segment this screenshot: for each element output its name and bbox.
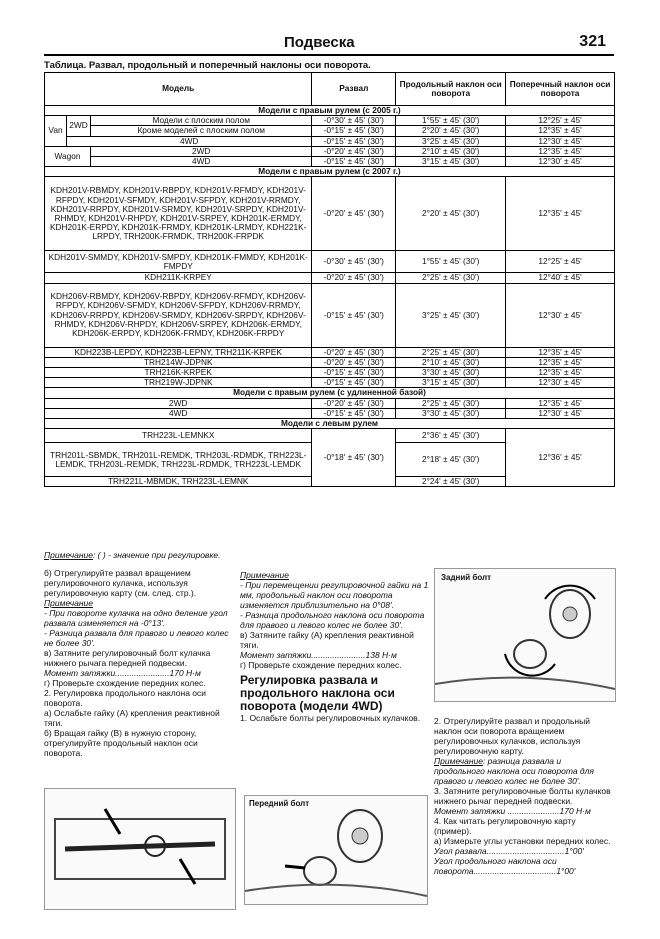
model-cell: 4WD — [90, 157, 311, 167]
section-row — [45, 419, 615, 429]
caster-cell: 3°30' ± 45' (30') — [396, 368, 506, 378]
paragraph: а) Ослабьте гайку (А) крепления реактивной тяги. — [44, 708, 220, 728]
kpi-cell: 12°30' ± 45' — [506, 157, 615, 167]
table-row — [45, 146, 615, 156]
table-row — [45, 283, 615, 347]
caster-cell: 3°30' ± 45' (30') — [396, 408, 506, 418]
kpi-cell: 12°35' ± 45' — [506, 368, 615, 378]
kpi-cell: 12°25' ± 45' — [506, 251, 615, 273]
paragraph: 1. Ослабьте болты регулировочных кулачков. — [240, 713, 421, 723]
rear-bolt-illustration — [435, 569, 615, 701]
caster-cell: 2°25' ± 45' (30') — [396, 273, 506, 283]
model-cell: KDH206V-RBMDY, KDH206V-RBPDY, KDH206V-RFMDY, KDH206V-RFPDY, KDH206V-SFMDY, KDH206V-SFPDY, KDH206V-RRMDY, KDH206V-RRPDY, KDH206V-SRMDY, KDH206V-SRPDY, KDH206V-RHMDY, KDH206V-RHPDY, KDH206V-SRPEY, KDH206K-ERMDY, KDH206K-ERPDY, KDH206K-FRMDY, KDH206K-FRPDY — [45, 283, 312, 347]
camber-cell: -0°15' ± 45' (30') — [312, 378, 396, 388]
camber-cell: -0°20' ± 45' (30') — [312, 398, 396, 408]
table-note — [44, 550, 220, 560]
table-row — [45, 408, 615, 418]
caster-cell: 2°10' ± 45' (30') — [396, 146, 506, 156]
table-row — [45, 378, 615, 388]
camber-cell: -0°18' ± 45' (30') — [312, 429, 396, 487]
note-label: Примечание — [44, 598, 93, 608]
model-cell: Модели с плоским полом — [90, 116, 311, 126]
model-cell: TRH219W-JDPNK — [45, 378, 312, 388]
drive-cell: 2WD — [66, 116, 90, 136]
camber-cell: -0°20' ± 45' (30') — [312, 357, 396, 367]
camber-cell: -0°20' ± 45' (30') — [312, 177, 396, 251]
kpi-cell: 12°30' ± 45' — [506, 283, 615, 347]
camber-cell: -0°15' ± 45' (30') — [312, 408, 396, 418]
table-row — [45, 136, 615, 146]
camber-cell: -0°15' ± 45' (30') — [312, 283, 396, 347]
caster-cell: 2°10' ± 45' (30') — [396, 357, 506, 367]
paragraph: в) Затяните гайку (А) крепления реактивной тяги. — [240, 630, 414, 650]
kpi-cell: 12°35' ± 45' — [506, 146, 615, 156]
caster-cell: 2°20' ± 45' (30') — [396, 126, 506, 136]
kpi-cell: 12°30' ± 45' — [506, 378, 615, 388]
rod-illustration — [45, 789, 235, 909]
camber-cell: -0°20' ± 45' (30') — [312, 347, 396, 357]
section-title: Модели с левым рулем — [45, 419, 615, 429]
column-header: Модель — [45, 73, 312, 106]
caster-cell: 2°25' ± 45' (30') — [396, 398, 506, 408]
section-title: Модели с правым рулем (с 2005 г.) — [45, 106, 615, 116]
figure-label: Задний болт — [441, 573, 492, 582]
figure-rod-adjustment — [44, 788, 236, 910]
caster-cell: 2°25' ± 45' (30') — [396, 347, 506, 357]
model-cell: KDH211K-KRPEY — [45, 273, 312, 283]
table-row — [45, 251, 615, 273]
caster-cell: 2°20' ± 45' (30') — [396, 177, 506, 251]
paragraph: 2. Регулировка продольного наклона оси поворота. — [44, 688, 207, 708]
table-row — [45, 157, 615, 167]
table-row — [45, 368, 615, 378]
table-row — [45, 126, 615, 136]
table-row — [45, 398, 615, 408]
kpi-cell: 12°30' ± 45' — [506, 408, 615, 418]
caster-cell: 3°15' ± 45' (30') — [396, 378, 506, 388]
table-caption: Таблица. Развал, продольный и поперечный наклоны оси поворота. — [44, 60, 371, 71]
table-row — [45, 177, 615, 251]
paragraph: г) Проверьте схождение передних колес. — [44, 678, 206, 688]
column-header: Развал — [312, 73, 396, 106]
section-row — [45, 167, 615, 177]
note-line: - При повороте кулачка на одно деление угол развала изменяется на -0°13'. — [44, 608, 228, 628]
figure-rear-bolt — [434, 568, 616, 702]
text-column-1 — [44, 568, 234, 758]
note-label: Примечание — [434, 756, 483, 766]
kpi-cell: 12°35' ± 45' — [506, 347, 615, 357]
camber-cell: -0°20' ± 45' (30') — [312, 146, 396, 156]
text-column-3 — [434, 716, 614, 876]
figure-label: Передний болт — [249, 799, 310, 808]
paragraph: б) Отрегулируйте развал вращением регулировочного кулачка, используя регулировочную карту (см. след. стр.). — [44, 568, 197, 598]
kpi-cell: 12°35' ± 45' — [506, 126, 615, 136]
camber-cell: -0°15' ± 45' (30') — [312, 126, 396, 136]
column-header: Поперечный наклон оси поворота — [506, 73, 615, 106]
table-row — [45, 357, 615, 367]
note-label: Примечание — [44, 550, 93, 560]
model-cell: 4WD — [45, 408, 312, 418]
body-type-cell: Wagon — [45, 146, 91, 166]
model-cell: KDH201V-SMMDY, KDH201V-SMPDY, KDH201K-FMMDY, KDH201K-FMPDY — [45, 251, 312, 273]
torque-spec: Момент затяжки.......................170 Н·м — [44, 668, 201, 678]
paragraph: 3. Затяните регулировочные болты кулачков нижнего рычаг передней подвески. — [434, 786, 611, 806]
page-number: 321 — [579, 33, 606, 50]
section-heading: Регулировка развала и продольного наклона оси поворота (модели 4WD) — [240, 673, 395, 713]
text-column-2 — [240, 570, 430, 723]
table-row — [45, 347, 615, 357]
kpi-cell: 12°35' ± 45' — [506, 177, 615, 251]
caster-cell: 1°55' ± 45' (30') — [396, 116, 506, 126]
model-cell: KDH223B-LEPDY, KDH223B-LEPNY, TRH211K-KRPEK — [45, 347, 312, 357]
caster-cell: 1°55' ± 45' (30') — [396, 251, 506, 273]
camber-cell: -0°30' ± 45' (30') — [312, 116, 396, 126]
model-cell: 4WD — [66, 136, 311, 146]
value-line: Угол развала.................................1°00' — [434, 846, 584, 856]
kpi-cell: 12°40' ± 45' — [506, 273, 615, 283]
paragraph: а) Измерьте углы установки передних колес. — [434, 836, 611, 846]
kpi-cell: 12°35' ± 45' — [506, 357, 615, 367]
model-cell: 2WD — [45, 398, 312, 408]
caster-cell: 2°18' ± 45' (30') — [396, 443, 506, 477]
model-cell: 2WD — [90, 146, 311, 156]
camber-cell: -0°20' ± 45' (30') — [312, 273, 396, 283]
section-row — [45, 388, 615, 398]
camber-cell: -0°15' ± 45' (30') — [312, 368, 396, 378]
kpi-cell: 12°30' ± 45' — [506, 136, 615, 146]
camber-cell: -0°15' ± 45' (30') — [312, 157, 396, 167]
kpi-cell: 12°25' ± 45' — [506, 116, 615, 126]
figure-front-bolt — [244, 795, 428, 905]
table-row — [45, 273, 615, 283]
model-cell: TRH223L-LEMNKX — [45, 429, 312, 443]
table-row — [45, 116, 615, 126]
section-title: Модели с правым рулем (с 2007 г.) — [45, 167, 615, 177]
caster-cell: 3°15' ± 45' (30') — [396, 157, 506, 167]
alignment-table — [44, 72, 615, 487]
caster-cell: 3°25' ± 45' (30') — [396, 136, 506, 146]
table-header-row — [45, 73, 615, 106]
model-cell: TRH214W-JDPNK — [45, 357, 312, 367]
paragraph: 4. Как читать регулировочную карту (пример). — [434, 816, 576, 836]
note-label: Примечание — [240, 570, 289, 580]
caster-cell: 2°36' ± 45' (30') — [396, 429, 506, 443]
body-type-cell: Van — [45, 116, 67, 147]
kpi-cell: 12°36' ± 45' — [506, 429, 615, 487]
model-cell: TRH201L-SBMDK, TRH201L-REMDK, TRH203L-RDMDK, TRH223L-LEMDK, TRH203L-REMDK, TRH223L-RDMDK, TRH223L-LEMDK — [45, 443, 312, 477]
camber-cell: -0°30' ± 45' (30') — [312, 251, 396, 273]
note-paragraph — [434, 756, 614, 786]
paragraph: г) Проверьте схождение передних колес. — [240, 660, 402, 670]
camber-cell: -0°15' ± 45' (30') — [312, 136, 396, 146]
paragraph: 2. Отрегулируйте развал и продольный наклон оси поворота вращением регулировочных кулачков, используя регулировочную карту. — [434, 716, 590, 756]
note-text: : ( ) - значение при регулировке. — [92, 550, 221, 560]
table-row — [45, 429, 615, 443]
model-cell: KDH201V-RBMDY, KDH201V-RBPDY, KDH201V-RFMDY, KDH201V-RFPDY, KDH201V-SFMDY, KDH201V-SFPDY, KDH201V-RRMDY, KDH201V-RRPDY, KDH201V-SRMDY, KDH201V-SRPDY, KDH201V-RHMDY, KDH201V-RHPDY, KDH201V-SRPEY, KDH201K-ERMDY, KDH201K-ERPDY, KDH201K-FRMDY, KDH201K-LRMDY, KDH221K-LRPDY, TRH200K-FRMDK, TRH200K-FRPDK — [45, 177, 312, 251]
front-bolt-illustration — [245, 796, 427, 904]
value-line: Угол продольного наклона оси поворота...................................1°00' — [434, 856, 576, 876]
note-line: - Разница продольного наклона оси поворота для правого и левого колес не более 30'. — [240, 610, 425, 630]
kpi-cell: 12°35' ± 45' — [506, 398, 615, 408]
note-line: - Разница развала для правого и левого колес не более 30'. — [44, 628, 229, 648]
note-line: - При перемещении регулировочной гайки на 1 мм, продольный наклон оси поворота изменяется приблизительно на 0°08'. — [240, 580, 429, 610]
page-title: Подвеска — [284, 34, 355, 51]
caster-cell: 3°25' ± 45' (30') — [396, 283, 506, 347]
note-text: : разница развала и продольного наклона оси поворота для правого и левого колес не более 30'. — [434, 756, 594, 786]
paragraph: в) Затяните регулировочный болт кулачка нижнего рычага передней подвески. — [44, 648, 211, 668]
model-cell: Кроме моделей с плоским полом — [90, 126, 311, 136]
paragraph: б) Вращая гайку (В) в нужную сторону, отрегулируйте продольный наклон оси поворота. — [44, 728, 198, 758]
page-header — [44, 34, 614, 56]
model-cell: TRH221L-MBMDK, TRH223L-LEMNK — [45, 477, 312, 487]
torque-spec: Момент затяжки ......................170 Н·м — [434, 806, 591, 816]
section-row — [45, 106, 615, 116]
caster-cell: 2°24' ± 45' (30') — [396, 477, 506, 487]
column-header: Продольный наклон оси поворота — [396, 73, 506, 106]
model-cell: TRH216K-KRPEK — [45, 368, 312, 378]
section-title: Модели с правым рулем (с удлиненной базой) — [45, 388, 615, 398]
torque-spec: Момент затяжки.......................138 Н·м — [240, 650, 397, 660]
